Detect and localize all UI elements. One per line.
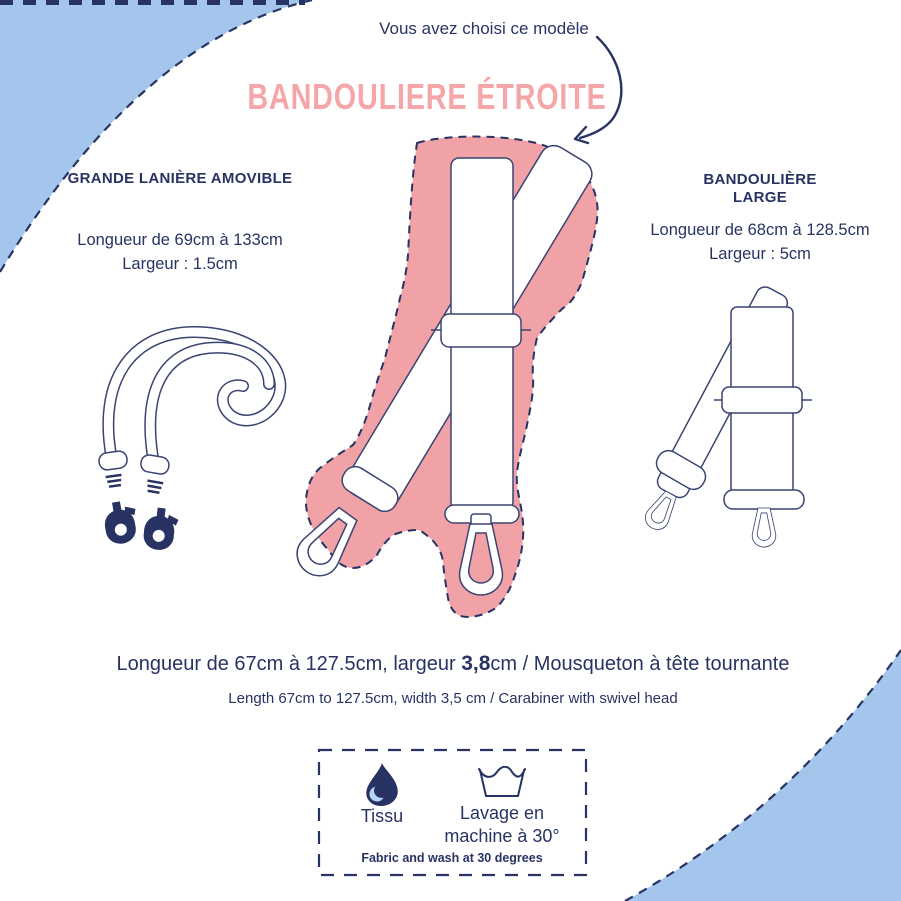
carabiner-hook-icon [752, 508, 776, 547]
selected-width-bold: 3,8 [461, 652, 491, 675]
left-option-specs [40, 228, 320, 276]
wash-tub-icon [478, 766, 526, 798]
left-option-title: GRANDE LANIÈRE AMOVIBLE [67, 170, 293, 187]
water-drop-icon [364, 762, 400, 808]
clasp-ribs [146, 481, 163, 494]
right-option-length: Longueur de 68cm à 128.5cm [650, 221, 870, 239]
chosen-model-label: Vous avez choisi ce modèle [379, 19, 589, 38]
fabric-label: Tissu [360, 806, 404, 826]
lobster-clasp-icon [101, 499, 141, 546]
selected-specs-english: Length 67cm to 127.5cm, width 3,5 cm / Carabiner with swivel head [228, 690, 678, 707]
strap-end-cap [140, 454, 171, 476]
selected-specs-french: Longueur de 67cm à 127.5cm, largeur 3,8cm / Mousqueton à tête tournante [116, 652, 790, 675]
wide-strap-illustration [641, 284, 812, 547]
care-footnote: Fabric and wash at 30 degrees [361, 851, 543, 865]
wash-label: Lavage en machine à 30° [444, 803, 560, 846]
left-option-length: Longueur de 69cm à 133cm [77, 231, 283, 249]
clasp-ribs [106, 475, 123, 487]
vertical-strap-end-cap [724, 490, 804, 509]
right-option-width: Largeur : 5cm [709, 245, 811, 263]
slider-buckle [441, 314, 521, 347]
strap-end-cap [98, 450, 128, 471]
left-option-width: Largeur : 1.5cm [122, 255, 238, 273]
right-option-title: BANDOULIÈRE LARGE [703, 171, 817, 206]
selected-strap-illustration [289, 137, 598, 617]
right-option-specs [630, 218, 890, 266]
page-title: BANDOULIERE ÉTROITE [247, 76, 607, 117]
lobster-clasp-icon [142, 506, 179, 551]
narrow-strap-illustration [98, 332, 280, 552]
slider-buckle [722, 387, 802, 413]
